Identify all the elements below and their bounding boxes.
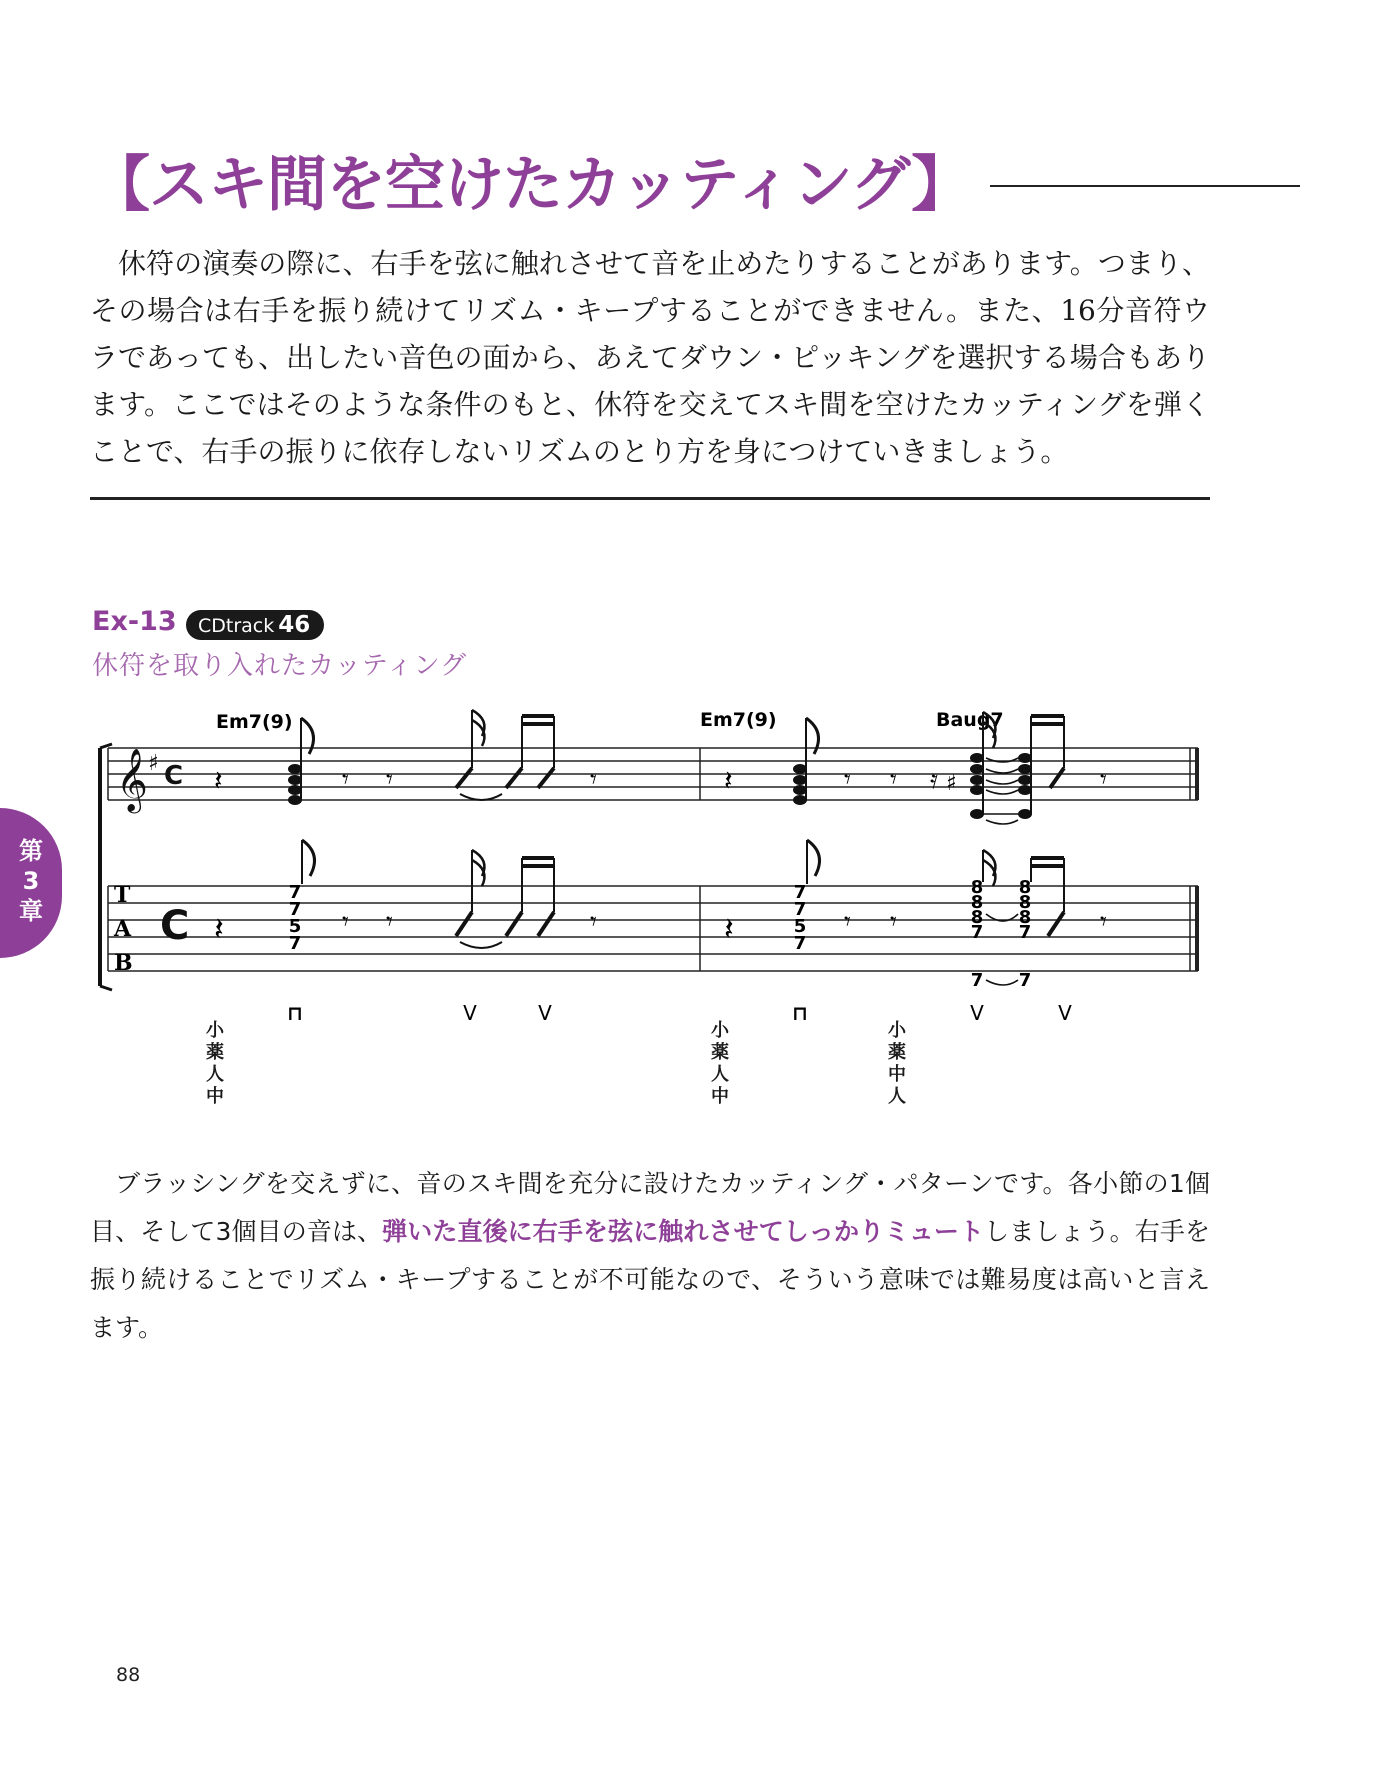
explanation-highlight: 弾いた直後に右手を弦に触れさせてしっかりミュート (382, 1217, 985, 1246)
sixteenth-rest: 𝄿 (930, 765, 938, 795)
tab-fret: 5 (793, 916, 807, 937)
upstroke-icon: V (970, 1001, 984, 1025)
eighth-rest: 𝄾 (844, 907, 851, 937)
quarter-rest: 𝄽 (214, 764, 223, 797)
eighth-rest: 𝄾 (844, 765, 851, 795)
section-heading (90, 140, 1210, 230)
page-number: 88 (116, 1664, 141, 1686)
tab-fret: 8 (970, 877, 984, 898)
eighth-rest: 𝄾 (386, 907, 393, 937)
key-signature-sharp: ♯ (148, 751, 159, 776)
tab-slashes (456, 850, 554, 948)
explanation-paragraph (90, 1160, 1210, 1352)
upstroke-icon: V (538, 1001, 552, 1025)
system-bracket (100, 744, 112, 990)
tab-fret: 7 (970, 922, 984, 943)
explanation-part2: しましょう。右手を振り続けることでリズム・キープすることが不可能なので、そういう意味では難易度は高いと言えます。 (90, 1217, 1210, 1342)
eighth-rest: 𝄾 (1100, 907, 1107, 937)
treble-clef-icon: 𝄞 (116, 748, 148, 811)
example-subtitle: 休符を取り入れたカッティング (92, 651, 468, 681)
chord-name: Baug7 (936, 709, 1004, 731)
tab-fret: 7 (793, 882, 807, 903)
fingering-label: 小薬人中 (711, 1020, 729, 1107)
tab-fret: 7 (793, 933, 807, 954)
tab-time-signature: C (160, 903, 190, 949)
fingering-label: 小薬人中 (206, 1020, 224, 1107)
intro-paragraph: 休符の演奏の際に、右手を弦に触れさせて音を止めたりすることがあります。つまり、その場合は右手を振り続けてリズム・キープすることができません。また、16分音符ウラであっても、出したい音色の面から、あえてダウン・ピッキングを選択する場合もあります。ここではそのような条件のもと、休符を交えてスキ間を空けたカッティングを弾くことで、右手の振りに依存しないリズムのとり方を身につけていきましょう。 (90, 247, 1210, 468)
eighth-rest: 𝄾 (590, 907, 597, 937)
tab-fret: 7 (288, 899, 302, 920)
tab-fret: 7 (1018, 922, 1032, 943)
tab-fret: 7 (288, 933, 302, 954)
sharp-sign: ♯ (946, 771, 957, 796)
eighth-rest: 𝄾 (342, 765, 349, 795)
eighth-rest: 𝄾 (890, 907, 897, 937)
eighth-rest: 𝄾 (1100, 765, 1107, 795)
tab-numbers (794, 877, 1032, 991)
tab-fret: 8 (970, 892, 984, 913)
tab-fret: 7 (970, 970, 984, 991)
tab-fret: 8 (1018, 877, 1032, 898)
time-signature: C (164, 761, 184, 791)
standard-staff (108, 748, 1198, 800)
upstroke-icon: V (463, 1001, 477, 1025)
tab-fret: 5 (288, 916, 302, 937)
tab-numbers (289, 882, 302, 954)
section-title: 【スキ間を空けたカッティング】 (90, 150, 971, 220)
music-notation (80, 690, 1240, 1130)
explanation-part1: ブラッシングを交えずに、音のスキ間を充分に設けたカッティング・パターンです。各小節の1個目、そして3個目の音は、 (90, 1169, 1210, 1246)
quarter-rest: 𝄽 (214, 910, 224, 948)
section-separator (90, 497, 1210, 500)
eighth-rest: 𝄾 (890, 765, 897, 795)
tab-staff (108, 886, 1198, 971)
tab-fret: 8 (1018, 892, 1032, 913)
fingering-label: 小薬中人 (888, 1020, 906, 1107)
downstroke-icon: ⊓ (792, 1001, 808, 1025)
tab-fret: 7 (793, 899, 807, 920)
stroke-marks (287, 1001, 1072, 1025)
cd-track-badge (186, 610, 324, 640)
chord-name: Em7(9) (216, 711, 293, 733)
example-label: Ex-13 (92, 606, 177, 637)
eighth-rest: 𝄾 (386, 765, 393, 795)
tab-fret: 7 (1018, 970, 1032, 991)
eighth-rest: 𝄾 (590, 765, 597, 795)
downstroke-icon: ⊓ (287, 1001, 303, 1025)
tab-fret: 8 (1018, 907, 1032, 928)
eighth-rest: 𝄾 (342, 907, 349, 937)
tab-fret: 8 (970, 907, 984, 928)
chapter-tab-label: 第3章 (19, 837, 43, 925)
heading-rule (990, 185, 1300, 187)
cd-track-prefix: CDtrack (198, 615, 275, 637)
tab-letter-a: A (114, 916, 132, 942)
tab-letter-b: B (114, 950, 133, 976)
chord-name: Em7(9) (700, 709, 777, 731)
quarter-rest: 𝄽 (724, 764, 733, 797)
cd-track-number: 46 (278, 612, 311, 638)
upstroke-icon: V (1058, 1001, 1072, 1025)
tab-letter-t: T (114, 882, 131, 908)
tab-fret: 7 (288, 882, 302, 903)
quarter-rest: 𝄽 (724, 910, 734, 948)
